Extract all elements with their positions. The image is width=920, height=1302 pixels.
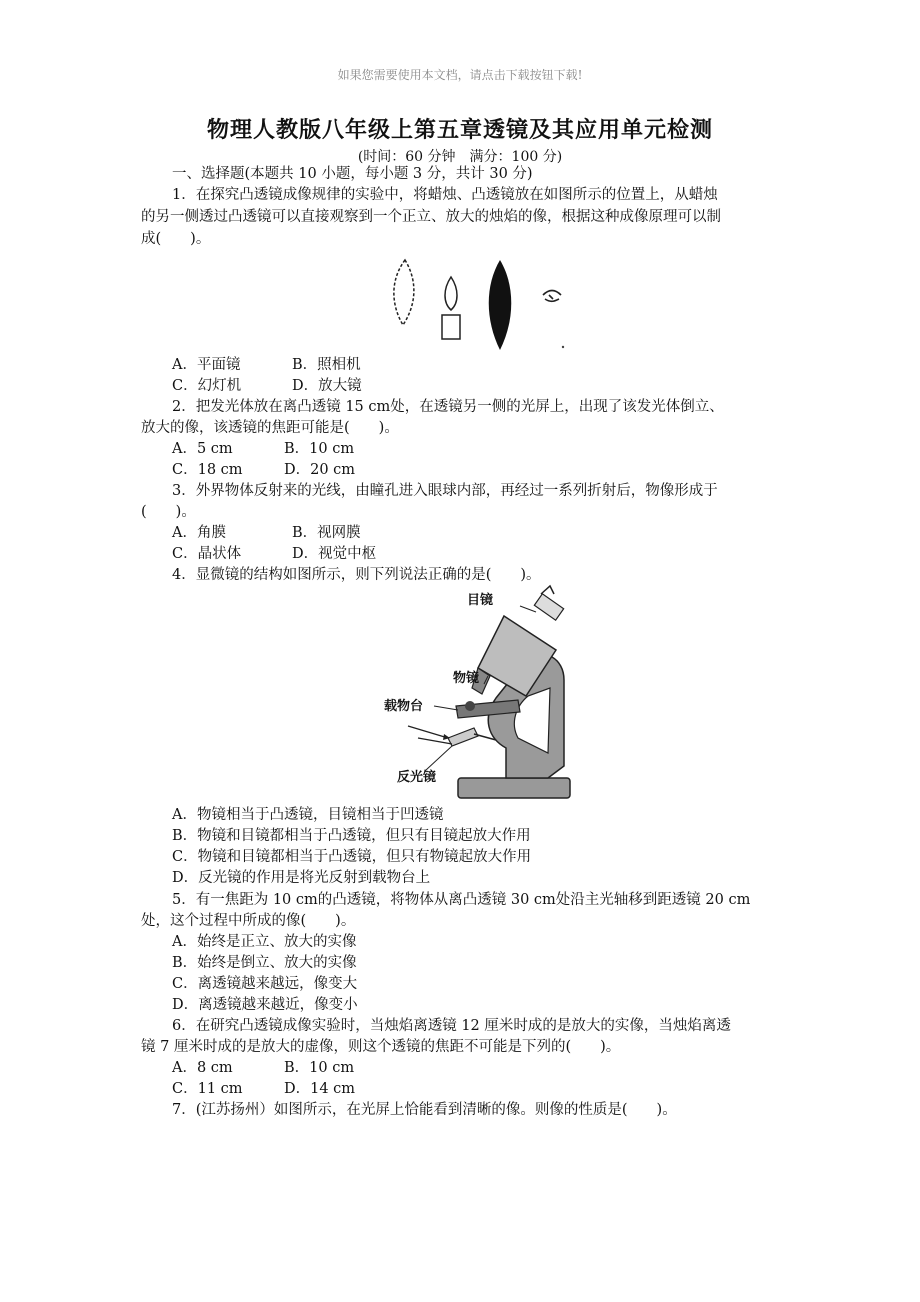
q7-line-1: 7．(江苏扬州）如图所示，在光屏上恰能看到清晰的像。则像的性质是( )。 bbox=[172, 1102, 677, 1118]
candle-flame bbox=[445, 277, 457, 310]
label-stage: 载物台 bbox=[384, 699, 424, 714]
q3-option-a: A．角膜 bbox=[172, 525, 226, 541]
convex-lens bbox=[489, 260, 512, 350]
page-title: 物理人教版八年级上第五章透镜及其应用单元检测 bbox=[206, 117, 713, 143]
q3-option-b: B．视网膜 bbox=[292, 525, 361, 541]
candle-lens-figure bbox=[385, 255, 575, 355]
q3-option-d: D．视觉中枢 bbox=[292, 546, 377, 562]
q5-option-c: C．离透镜越来越远，像变大 bbox=[172, 976, 358, 992]
q4-option-b: B．物镜和目镜都相当于凸透镜，但只有目镜起放大作用 bbox=[172, 828, 531, 844]
q2-option-d: D．20 cm bbox=[284, 462, 356, 478]
q3-option-c: C．晶状体 bbox=[172, 546, 242, 562]
q1-option-c: C．幻灯机 bbox=[172, 378, 242, 394]
section-heading: 一、选择题(本题共 10 小题，每小题 3 分，共计 30 分) bbox=[172, 166, 533, 182]
q4-option-a: A．物镜相当于凸透镜，目镜相当于凹透镜 bbox=[172, 807, 444, 823]
q5-option-a: A．始终是正立、放大的实像 bbox=[172, 934, 357, 950]
label-objective: 物镜 bbox=[453, 671, 480, 686]
q2-option-b: B．10 cm bbox=[284, 441, 355, 457]
q6-option-d: D．14 cm bbox=[284, 1081, 356, 1097]
q6-option-b: B．10 cm bbox=[284, 1060, 355, 1076]
label-eyepiece: 目镜 bbox=[467, 593, 494, 608]
q5-line-1: 5．有一焦距为 10 cm的凸透镜，将物体从离凸透镜 30 cm处沿主光轴移到距透镜 20 cm bbox=[172, 892, 751, 908]
q6-option-a: A．8 cm bbox=[172, 1060, 233, 1076]
candle-body bbox=[442, 315, 460, 339]
exam-info: (时间：60 分钟 满分：100 分) bbox=[357, 149, 563, 165]
q1-option-d: D．放大镜 bbox=[292, 378, 362, 394]
q4-line-1: 4．显微镜的结构如图所示，则下列说法正确的是( )。 bbox=[172, 567, 541, 583]
q5-option-b: B．始终是倒立、放大的实像 bbox=[172, 955, 357, 971]
q2-line-1: 2．把发光体放在离凸透镜 15 cm处，在透镜另一侧的光屏上，出现了该发光体倒立、 bbox=[172, 399, 724, 415]
q6-line-1: 6．在研究凸透镜成像实验时，当烛焰离透镜 12 厘米时成的是放大的实像，当烛焰离透 bbox=[172, 1018, 731, 1034]
q4-option-c: C．物镜和目镜都相当于凸透镜，但只有物镜起放大作用 bbox=[172, 849, 532, 865]
eye-icon bbox=[543, 291, 561, 302]
label-mirror: 反光镜 bbox=[397, 770, 437, 785]
q2-line-2: 放大的像，该透镜的焦距可能是( )。 bbox=[141, 420, 399, 436]
q1-line-1: 1．在探究凸透镜成像规律的实验中，将蜡烛、凸透镜放在如图所示的位置上，从蜡烛 bbox=[172, 187, 718, 203]
download-notice: 如果您需要使用本文档，请点击下载按钮下载! bbox=[337, 68, 583, 82]
q6-option-c: C．11 cm bbox=[172, 1081, 243, 1097]
q2-option-c: C．18 cm bbox=[172, 462, 243, 478]
q3-line-1: 3．外界物体反射来的光线，由瞳孔进入眼球内部，再经过一系列折射后，物像形成于 bbox=[172, 483, 718, 499]
q6-line-2: 镜 7 厘米时成的是放大的虚像，则这个透镜的焦距不可能是下列的( )。 bbox=[141, 1039, 621, 1055]
q4-option-d: D．反光镜的作用是将光反射到载物台上 bbox=[172, 870, 431, 886]
q2-option-a: A．5 cm bbox=[172, 441, 233, 457]
q5-option-d: D．离透镜越来越近，像变小 bbox=[172, 997, 358, 1013]
q1-line-2: 的另一侧透过凸透镜可以直接观察到一个正立、放大的烛焰的像，根据这种成像原理可以制 bbox=[141, 209, 721, 225]
q1-line-3: 成( )。 bbox=[141, 231, 211, 247]
q5-line-2: 处，这个过程中所成的像( )。 bbox=[141, 913, 356, 929]
flame-image bbox=[394, 260, 414, 325]
q1-option-a: A．平面镜 bbox=[172, 357, 241, 373]
q1-option-b: B．照相机 bbox=[292, 357, 361, 373]
q3-line-2: ( )。 bbox=[141, 504, 196, 520]
